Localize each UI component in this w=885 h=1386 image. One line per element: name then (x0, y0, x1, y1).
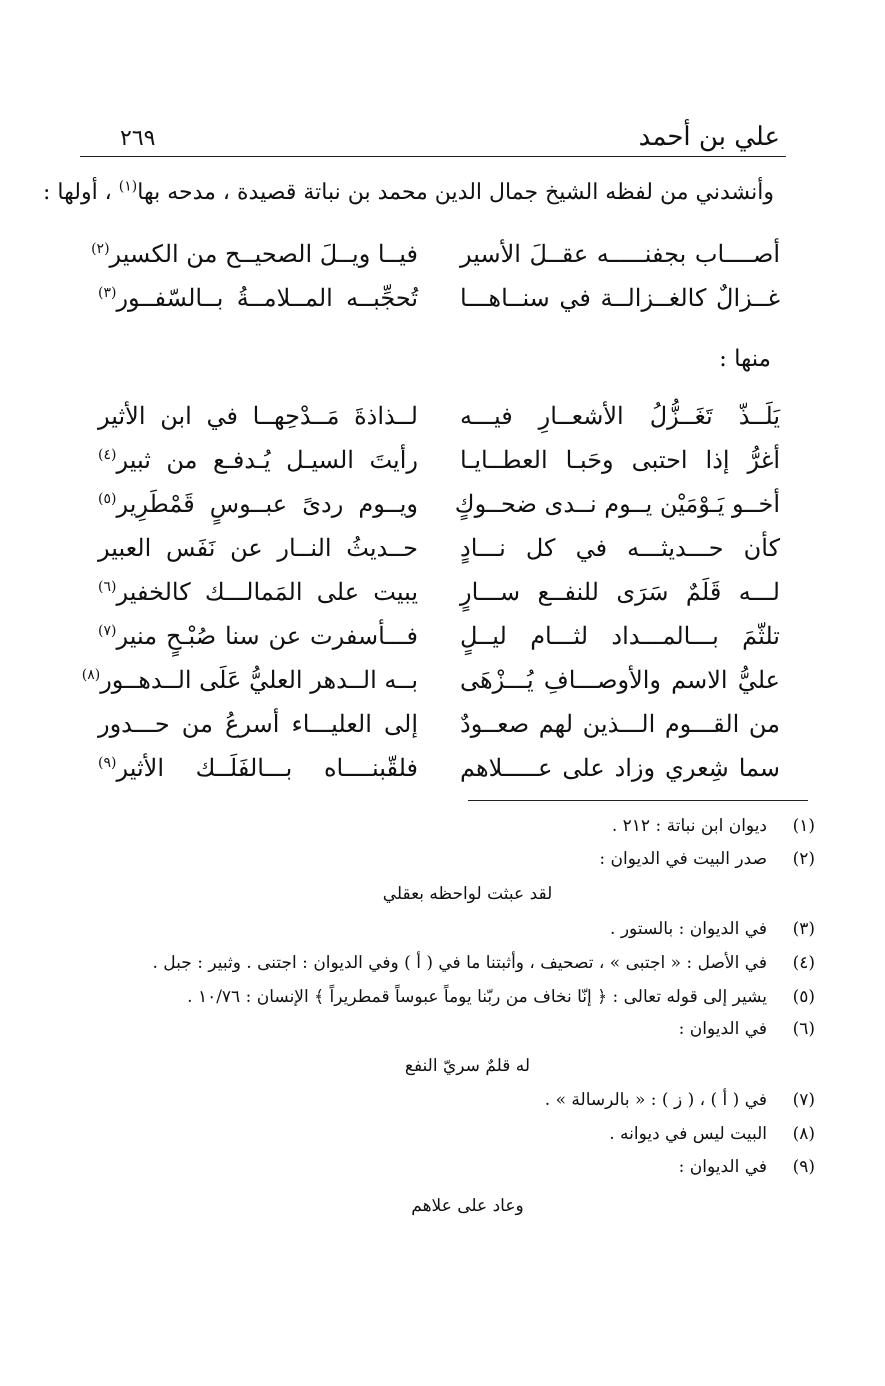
verse-row (81, 666, 780, 710)
footnote-text: في الأصل : « اجتبى » ، تصحيف ، وأثبتنا ما في ( أ ) وفي الديوان : اجتنى . وثبير : جبل . (152, 953, 767, 973)
footnote-number: (١) (792, 816, 815, 836)
footnote-text: صدر البيت في الديوان : (599, 849, 767, 869)
verse-first-hemistich: من القـــوم الـــذين لهم صعــودٌ (460, 710, 780, 738)
verse-second-text: إلى العليـــاء أسرعُ من حـــدور (98, 710, 418, 738)
verse-row (91, 240, 780, 284)
verse-second-text: فـــأسفرت عن سنا صُبْـحٍ منير (116, 622, 418, 650)
verse-second-hemistich (98, 284, 418, 312)
footnote (120, 1019, 815, 1039)
verse-first-hemistich: أخــو يَـوْمَيْن يــوم نــدى ضحــوكٍ (454, 490, 780, 518)
verse-row (100, 284, 780, 328)
verse-footnote-marker: (٤) (98, 447, 117, 463)
footnote-text: في الديوان : (678, 1157, 767, 1177)
footnote (120, 1090, 815, 1110)
footnote-number: (٤) (792, 953, 815, 973)
footnote-quote: لقد عبثت لواحظه بعقلي (382, 884, 553, 904)
verse-first-hemistich: لـــه قَلَمٌ سَرَى للنفــع ســـارٍ (460, 578, 780, 606)
verse-second-hemistich (98, 578, 418, 606)
footnote (120, 986, 815, 1007)
verse-second-hemistich (98, 402, 418, 430)
verse-second-hemistich (98, 446, 418, 474)
footnote-text: في الديوان : بالستور . (610, 919, 767, 939)
verse-row (100, 622, 780, 666)
verse-first-hemistich: عليُّ الاسم والأوصـــافِ يُـــزْهَى (460, 666, 780, 694)
verse-first-hemistich: غــزالٌ كالغــزالــة في سنــاهـــا (460, 284, 780, 312)
verse-row (100, 578, 780, 622)
verse-footnote-marker: (٩) (98, 755, 117, 771)
verse-second-hemistich (81, 666, 418, 694)
footnote-text: ديوان ابن نباتة : ٢١٢ . (611, 816, 767, 836)
footnote (120, 1157, 815, 1177)
footnote-text: في الديوان : (678, 1019, 767, 1039)
verse-footnote-marker: (٣) (98, 285, 117, 301)
header-rule (80, 156, 786, 157)
footnote (120, 1124, 815, 1144)
verse-footnote-marker: (٦) (98, 579, 117, 595)
footnote-quote: له قلمٌ سريّ النفع (404, 1056, 531, 1076)
verse-second-text: لــذاذةَ مَــدْحِهــا في ابن الأثير (98, 402, 418, 430)
verse-first-hemistich: سما شِعري وزاد على عـــــلاهم (460, 754, 780, 782)
footnote-number: (٦) (792, 1019, 815, 1039)
verse-second-hemistich (98, 622, 418, 650)
running-title: علي بن أحمد (638, 122, 780, 152)
verse-second-hemistich (91, 240, 418, 268)
verse-row (100, 490, 780, 534)
verse-second-text: فيــا ويــلَ الصحيــح من الكسير (109, 240, 418, 268)
verse-footnote-marker: (٨) (81, 667, 101, 683)
verse-row (100, 710, 780, 754)
verse-row (100, 534, 780, 578)
verse-first-hemistich: يَلَــذّ تَغَــزُّلُ الأشعــارِ فيـــه (460, 402, 780, 430)
verse-first-hemistich: أغرُّ إذا احتبى وحَبـا العطــايـا (460, 446, 780, 474)
verse-footnote-marker: (٢) (91, 241, 110, 257)
verse-second-text: رأيتَ السيـل يُـدفـع من ثبير (116, 446, 418, 474)
verse-footnote-marker: (٧) (98, 623, 117, 639)
intro-text-end: ، أولها : (43, 180, 119, 205)
section-label: منها : (719, 346, 771, 372)
footnote-number: (٣) (792, 919, 815, 939)
verse-second-hemistich (98, 710, 418, 738)
footnote-number: (٩) (792, 1157, 815, 1177)
verse-first-hemistich: أصــــاب بجفنـــــه عقــلَ الأسير (460, 240, 780, 268)
footnote-text: في ( أ ) ، ( ز ) : « بالرسالة » . (544, 1090, 767, 1110)
footnote-text: البيت ليس في ديوانه . (609, 1124, 767, 1144)
verse-row (100, 402, 780, 446)
verse-second-text: ويــوم ردىً عبــوسٍ قَمْطَرِير (116, 490, 418, 518)
footnote-number: (٧) (792, 1090, 815, 1110)
footnote (120, 816, 815, 836)
footnote-number: (٢) (792, 849, 815, 869)
verse-second-text: يبيت على المَمالـــك كالخفير (116, 578, 418, 606)
main-verses (81, 402, 780, 798)
verse-second-text: بــه الــدهر العليُّ عَلَى الــدهــور (100, 666, 418, 694)
footnote-text: يشير إلى قوله تعالى : ﴿ إنّا نخاف من ربّنا يوماً عبوساً قمطريراً ﴾ الإنسان : ١٠/٧٦ . (187, 987, 767, 1007)
footnote (120, 849, 815, 869)
intro-line (43, 178, 774, 205)
footnote-quote: وعاد على علاهم (411, 1196, 524, 1216)
verse-second-text: فلقّبنــــاه بـــالفَلَــك الأثير (116, 754, 418, 782)
footnote (120, 919, 815, 939)
footnote-rule (468, 800, 808, 801)
verse-second-hemistich (98, 754, 418, 782)
footnote-number: (٨) (792, 1124, 815, 1144)
verse-second-hemistich (98, 490, 418, 518)
verse-row (100, 754, 780, 798)
footnote-number: (٥) (792, 987, 815, 1007)
opening-verses (91, 240, 780, 328)
verse-second-text: تُحجِّبــه المــلامــةُ بــالسّفــور (116, 284, 418, 312)
intro-text: وأنشدني من لفظه الشيخ جمال الدين محمد بن نباتة قصيدة ، مدحه بها (137, 180, 774, 205)
verse-first-hemistich: كأن حـــديثـــه في كل نـــادٍ (460, 534, 780, 562)
verse-row (100, 446, 780, 490)
verse-second-text: حــديثُ النــار عن نَفَس العبير (98, 534, 418, 562)
verse-footnote-marker: (٥) (98, 491, 117, 507)
page-header (80, 118, 786, 158)
verse-second-hemistich (98, 534, 418, 562)
page-number: ٢٦٩ (120, 126, 156, 151)
verse-first-hemistich: تلثّمَ بـــالمـــداد لثـــام ليــلٍ (460, 622, 780, 650)
footnote (120, 953, 815, 973)
intro-footnote-marker: (١) (118, 178, 138, 195)
